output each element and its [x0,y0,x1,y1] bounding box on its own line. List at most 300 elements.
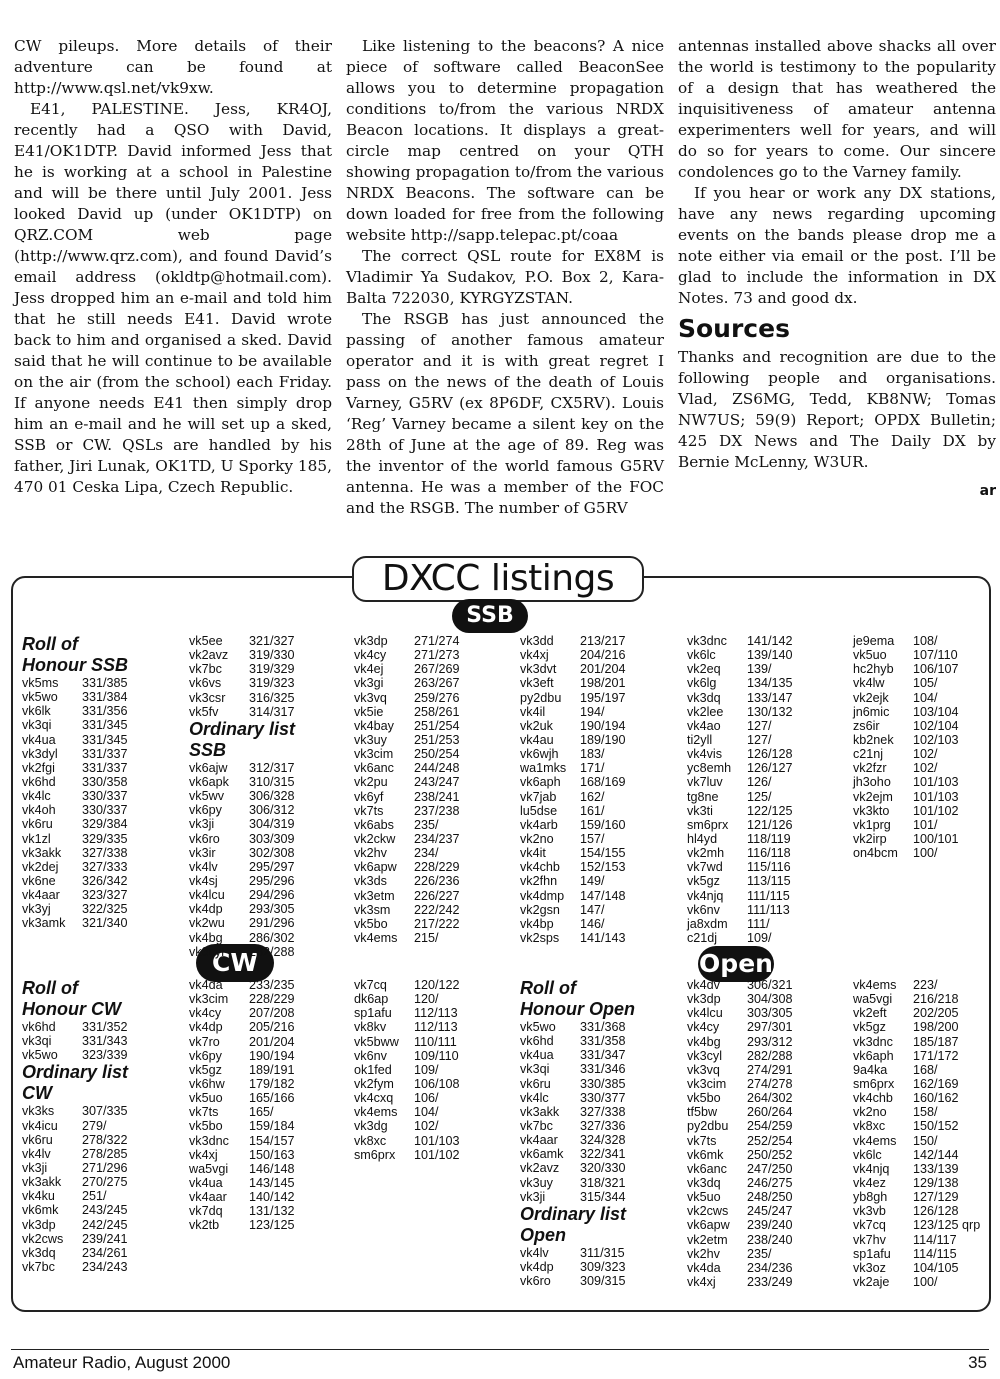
callsign: vk4chb [853,1091,893,1106]
score: 105/ [913,676,938,691]
list-item [520,676,626,690]
callsign: vk4cy [189,1006,222,1021]
list-item [22,1034,128,1048]
callsign: vk5gz [189,1062,222,1077]
callsign: vk3uy [520,1175,553,1190]
list-item [520,662,626,676]
score: 101/ [913,817,938,832]
score: 127/129 [913,1190,959,1205]
list-item [354,648,460,662]
callsign: vk7hv [853,1232,886,1247]
callsign: vk3ds [354,874,387,889]
score: 331/358 [580,1034,626,1049]
list-item [189,902,295,916]
callsign: vk6ajw [189,760,228,775]
list-item [354,691,460,705]
list-item [189,1006,295,1020]
list-item [687,719,793,733]
list-item [189,1063,295,1077]
score: 314/317 [249,704,295,719]
listing-column [22,634,128,931]
score: 234/237 [414,831,460,846]
callsign: vk3vq [687,1062,720,1077]
score: 320/330 [580,1161,626,1176]
score: 168/169 [580,775,626,790]
callsign: vk4lv [189,859,218,874]
score: 306/321 [747,978,793,992]
list-item [520,1246,635,1260]
callsign: vk6abs [354,817,394,832]
callsign: vk4ua [22,732,56,747]
score: 293/305 [249,902,295,917]
callsign: vk4bg [189,930,223,945]
list-item [354,1049,460,1063]
list-item [22,718,128,732]
list-item [354,761,460,775]
score: 274/291 [747,1062,793,1077]
score: 150/163 [249,1147,295,1162]
list-item [520,705,626,719]
list-item [354,903,460,917]
listing-column [853,978,980,1289]
score: 318/321 [580,1175,626,1190]
score: 108/ [913,634,938,648]
list-item [22,1147,128,1161]
list-item [189,916,295,930]
list-item [853,1204,980,1218]
score: 322/341 [580,1147,626,1162]
callsign: vk3dp [687,992,721,1007]
callsign: vk3oz [853,1260,886,1275]
score: 102/103 [913,732,959,747]
list-item [687,648,793,662]
callsign: vk6lc [687,648,716,663]
list-heading: Roll of [22,634,78,654]
list-item [687,804,793,818]
callsign: vk4il [520,704,546,719]
score: 331/352 [82,1020,128,1034]
callsign: c21nj [853,747,884,762]
score: 271/274 [414,634,460,648]
callsign: vk6ru [22,1132,53,1147]
callsign: dk6ap [354,992,389,1007]
article-paragraph: If you hear or work any DX stations, have any news regarding upcoming events on the bands please drop me a note either via email or the post. I’ll be glad to include the information in DX Notes. 73 and good dx. [678,184,996,307]
score: 157/ [580,831,605,846]
score: 330/337 [82,803,128,818]
list-item [853,832,959,846]
score: 238/241 [414,789,460,804]
score: 114/115 [913,1246,957,1261]
score: 207/208 [249,1006,295,1021]
score: 194/ [580,704,605,719]
callsign: vk7bc [520,1118,553,1133]
list-item [354,1020,460,1034]
list-item [22,888,128,902]
list-heading: Ordinary list [189,718,296,739]
score: 321/327 [249,634,295,648]
score: 162/ [580,789,605,804]
callsign: vk7cq [354,978,387,992]
callsign: sp1afu [354,1006,392,1021]
callsign: yc8emh [687,761,732,776]
list-item [354,846,460,860]
callsign: vk4ku [22,1189,55,1204]
list-item [22,775,128,789]
score: 111/ [747,916,770,931]
callsign: vk3dp [354,634,388,648]
score: 233/235 [249,978,295,992]
list-item [354,634,460,648]
callsign: vk4ems [853,1133,897,1148]
score: 270/275 [82,1175,128,1190]
score: 297/301 [747,1020,793,1035]
callsign: vk4xj [520,648,549,663]
list-item [687,1119,793,1133]
listing-column [687,634,793,945]
callsign: vk3uy [354,732,387,747]
listing-column [687,978,793,1289]
score: 142/144 [913,1147,959,1162]
footer-rule [11,1349,989,1350]
callsign: vk4lw [853,676,885,691]
score: 129/138 [913,1175,959,1190]
article-paragraph: antennas installed above shacks all over the world is testimony to the popularity of a design that has weathered the inquisitiveness of amateur antenna experimenters well for years, and will do so for years to come. Our sincere condolences go to the Varney family. [678,37,996,181]
score: 304/308 [747,992,793,1007]
score: 101/102 [414,1147,460,1162]
list-item [687,1091,793,1105]
list-item [22,1048,128,1062]
listing-column [189,978,295,1233]
list-item [520,1091,635,1105]
article-paragraph: The RSGB has just announced the passing of another famous amateur operator and it is with great regret I pass on the news of the death of Louis Varney, G5RV (ex 8P6DF, CX5RV). Louis ‘Reg’ Varney became a silent key on the 28th of June at the age of 89. Reg was the inventor of the world famous G5RV antenna. He was a member of the FOC and the RSGB. The number of G5RV [346,310,664,517]
callsign: vk4bg [687,1034,721,1049]
callsign: vk2eq [687,662,721,677]
callsign: vk4ua [520,1048,554,1063]
score: 293/312 [747,1034,793,1049]
list-item [22,1260,128,1274]
list-item [853,1091,980,1105]
callsign: vk6mk [22,1203,59,1218]
list-item [189,662,295,676]
list-item [354,733,460,747]
list-item [853,1275,980,1289]
list-item [189,817,295,831]
article-paragraph: E41, PALESTINE. Jess, KR4OJ, recently had a QSO with David, E41/OK1DTP. David informed Jess that he is working at a school in Palestine and will be there until July 2001. Jess looked David up (under OK1DTP) on QRZ.COM web page (http://www.qrz.com), and found David’s email address (okldtp@hotmail.com). Jess dropped him an e-mail and told him that he still needs E41. David wrote back to him and organised a sked. David said that he will continue to be available on the air (from the school) each Friday. If anyone needs E41 then simply drop him an e-mail and he will set up a sked, SSB or CW. QSLs are handled by his father, Jiri Lunak, OK1TD, U Sporky 185, 470 01 Ceska Lipa, Czech Republic. [14,100,332,496]
list-item [520,1260,635,1274]
callsign: vk2no [853,1105,887,1120]
list-item [853,705,959,719]
callsign: vk7bc [189,662,222,677]
list-item [354,1006,460,1020]
callsign: vk3ir [189,845,216,860]
score: 303/309 [249,831,295,846]
list-item [687,1077,793,1091]
list-item [687,705,793,719]
callsign: py2dbu [520,690,562,705]
callsign: vk4bay [354,718,394,733]
listing-column [520,634,626,945]
score: 271/273 [414,648,460,663]
callsign: vk3cim [189,992,229,1007]
list-heading: Open [520,1224,567,1245]
score: 258/261 [414,704,460,719]
score: 146/148 [249,1161,295,1176]
score: 282/288 [249,944,295,959]
callsign: vk5bww [354,1034,399,1049]
list-item [853,691,959,705]
callsign: on4bcm [853,846,898,861]
callsign: vk2fhn [520,874,558,889]
score: 327/338 [580,1104,626,1119]
list-item [687,662,793,676]
callsign: vk7dq [189,1204,223,1219]
score: 254/259 [747,1119,793,1134]
callsign: vk8xc [853,1119,886,1134]
list-item [853,1119,980,1133]
list-item [22,1104,128,1118]
callsign: vk6apw [354,860,397,875]
score: 140/142 [249,1190,295,1205]
list-item [853,1162,980,1176]
callsign: tg8ne [687,789,719,804]
score: 102/ [913,747,938,762]
callsign: vk6vs [189,676,222,691]
list-item [687,1233,793,1247]
score: 331/356 [82,704,128,719]
score: 326/342 [82,873,128,888]
score: 331/345 [82,732,128,747]
score: 331/368 [580,1020,626,1034]
callsign: vk2hv [354,846,387,861]
list-item [687,1261,793,1275]
callsign: vk4lc [22,789,51,804]
dxcc-listings-title: DXCC listings [352,556,644,602]
score: 324/328 [580,1133,626,1148]
callsign: vk2aje [853,1274,890,1289]
score: 115/116 [747,860,791,875]
list-item [687,992,793,1006]
score: 251/254 [414,718,460,733]
list-item [189,846,295,860]
callsign: vk3amk [22,916,66,931]
list-item [853,1190,980,1204]
list-item [189,931,295,945]
callsign: vk6ru [22,817,53,832]
list-item [354,1091,460,1105]
callsign: vk3etm [354,888,395,903]
score: 331/347 [580,1048,626,1063]
listing-column [853,634,959,860]
score: 171/ [580,761,605,776]
callsign: vk5bo [354,916,388,931]
score: 198/200 [913,1020,959,1035]
list-item [687,874,793,888]
score: 104/ [414,1105,439,1120]
list-item [853,1006,980,1020]
list-item [853,1218,980,1232]
list-item [853,719,959,733]
list-item [354,1119,460,1133]
list-item [687,1275,793,1289]
list-item [189,1176,295,1190]
score: 327/333 [82,859,128,874]
listing-column [22,978,128,1274]
list-item [687,1247,793,1261]
score: 235/ [747,1246,772,1261]
score: 330/337 [82,789,128,804]
callsign: vk2no [520,831,554,846]
callsign: vk2cws [22,1231,64,1246]
callsign: vk4au [520,732,554,747]
score: 312/317 [249,760,295,775]
score: 239/241 [82,1231,128,1246]
callsign: vk4njq [853,1161,890,1176]
list-item [520,1077,635,1091]
list-item [520,1034,635,1048]
score: 307/335 [82,1104,128,1119]
list-item [520,1190,635,1204]
score: 154/157 [249,1133,295,1148]
list-item [354,804,460,818]
score: 286/302 [249,930,295,945]
score: 110/111 [414,1034,457,1049]
score: 329/335 [82,831,128,846]
list-item [853,1148,980,1162]
callsign: vk6mk [687,1147,724,1162]
score: 323/339 [82,1048,128,1063]
score: 111/115 [747,888,790,903]
callsign: vk3sm [354,902,391,917]
score: 204/216 [580,648,626,663]
score: 202/205 [913,1006,959,1021]
score: 150/ [913,1133,938,1148]
score: 126/127 [747,761,793,776]
score: 189/190 [580,732,626,747]
score: 126/128 [747,747,793,762]
list-item [520,1274,635,1288]
callsign: vk4cy [354,648,387,663]
score: 310/315 [249,774,295,789]
list-item [520,860,626,874]
list-item [853,978,980,992]
callsign: vk3ji [520,1189,546,1204]
score: 315/344 [580,1189,626,1204]
score: 100/101 [913,831,959,846]
callsign: vk6wjh [520,747,559,762]
list-item [354,978,460,992]
list-item [354,874,460,888]
list-item [520,790,626,804]
list-item [520,889,626,903]
callsign: vk2lee [687,704,724,719]
list-heading: Ordinary list [22,1062,129,1083]
list-item [22,874,128,888]
score: 244/248 [414,761,460,776]
score: 205/216 [249,1020,295,1035]
callsign: vk6ne [22,873,56,888]
callsign: ok1fed [354,1062,392,1077]
callsign: vk4bp [520,916,554,931]
list-item [520,818,626,832]
score: 306/312 [249,803,295,818]
score: 331/343 [82,1034,128,1049]
list-item [687,978,793,992]
callsign: jh3oho [853,775,891,790]
callsign: vk6lc [853,1147,882,1162]
list-item [22,1232,128,1246]
callsign: vk7ts [189,1105,219,1120]
callsign: wa5vgi [853,992,893,1007]
list-item [354,1035,460,1049]
score: 146/ [580,916,605,931]
score: 179/182 [249,1076,295,1091]
score: 109/ [414,1062,439,1077]
score: 159/160 [580,817,626,832]
list-item [687,931,793,945]
score: 237/238 [414,803,460,818]
callsign: vk3qi [520,1062,550,1077]
callsign: vk3eft [520,676,554,691]
callsign: vk3dq [687,1175,721,1190]
list-item [520,1105,635,1119]
score: 131/132 [249,1204,295,1219]
score: 147/ [580,902,605,917]
callsign: vk3qi [22,1034,52,1049]
list-item [22,1203,128,1217]
score: 100/ [913,846,938,861]
callsign: vk4arb [520,817,558,832]
list-item [520,931,626,945]
callsign: vk4lcu [189,888,225,903]
callsign: vk8kv [354,1020,387,1035]
callsign: vk4vis [687,747,722,762]
callsign: vk7jab [520,789,557,804]
callsign: vk3dq [22,1245,56,1260]
callsign: vk4lcu [687,1006,723,1021]
callsign: vk6nv [354,1048,387,1063]
list-item [354,1077,460,1091]
callsign: kb2nek [853,732,894,747]
score: 250/252 [747,1147,793,1162]
list-item [354,1148,460,1162]
score: 125/ [747,789,772,804]
callsign: vk4ej [354,662,384,677]
list-item [189,803,295,817]
list-item [853,1063,980,1077]
callsign: vk6ro [520,1274,551,1289]
callsign: vk2avz [189,648,229,663]
score: 279/ [82,1118,107,1133]
callsign: vk4da [687,1260,721,1275]
dxcc-listings-box [11,576,991,1312]
list-item [687,1190,793,1204]
callsign: vk6apw [687,1218,730,1233]
list-item [687,1063,793,1077]
callsign: vk5gz [853,1020,886,1035]
list-item [22,1119,128,1133]
score: 139/ [747,662,772,677]
callsign: zs6ir [853,718,880,733]
list-item [189,860,295,874]
score: 291/296 [249,916,295,931]
list-item [22,1189,128,1203]
list-item [520,1048,635,1062]
list-item [22,733,128,747]
callsign: vk4dp [189,1020,223,1035]
cw-section-label: CW [196,944,274,982]
score: 278/285 [82,1146,128,1161]
score: 250/254 [414,747,460,762]
